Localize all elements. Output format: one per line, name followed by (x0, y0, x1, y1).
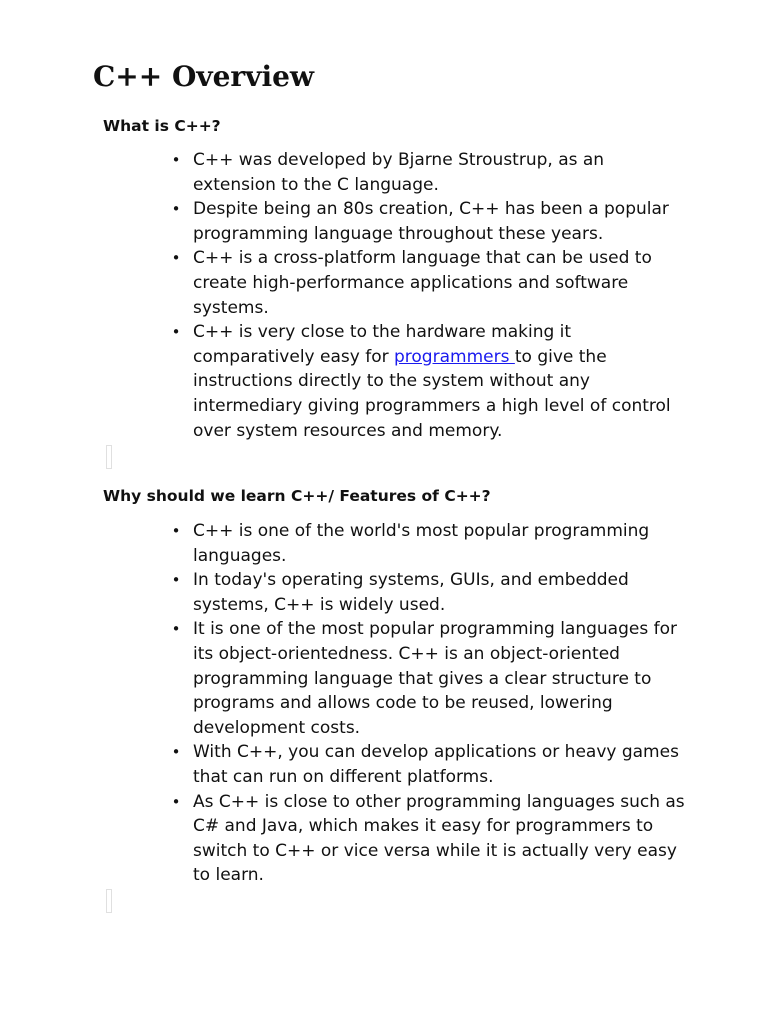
bullet-icon: • (171, 522, 181, 540)
bullet-icon: • (171, 249, 181, 268)
list-item (170, 519, 686, 568)
list-item-text-after-link: to give the instructions directly to the system without any intermediary giving programmers a high level of control over system resources and memory. (193, 346, 671, 441)
bullet-icon: • (171, 151, 181, 169)
programmers-link[interactable]: programmers (394, 346, 515, 367)
bullet-icon: • (171, 792, 181, 811)
list-item-text: C++ is one of the world's most popular programming languages. (193, 521, 650, 566)
list-item-text: C++ was developed by Bjarne Stroustrup, as an extension to the C language. (193, 150, 605, 195)
list-item-text: Despite being an 80s creation, C++ has been a popular programming language throughout these years. (193, 199, 669, 244)
list-item (170, 617, 686, 740)
list-item (170, 568, 686, 617)
empty-paragraph-marker (106, 445, 112, 469)
page-title: C++ Overview (93, 60, 315, 93)
list-item-text: It is one of the most popular programming languages for its object-orientedness. C++ is an object-oriented programming language that gives a clear structure to programs and allows code to be reused, lowering development costs. (193, 619, 677, 738)
bullet-icon: • (171, 571, 181, 590)
section-heading-why-learn-cpp: Why should we learn C++/ Features of C++? (103, 487, 491, 505)
list-item (170, 740, 686, 789)
list-item-text: In today's operating systems, GUIs, and embedded systems, C++ is widely used. (193, 570, 629, 615)
bullet-icon: • (171, 200, 181, 219)
section-heading-what-is-cpp: What is C++? (103, 117, 221, 135)
bullet-icon: • (171, 323, 181, 342)
list-item (170, 790, 686, 888)
list-item-text: As C++ is close to other programming languages such as C# and Java, which makes it easy for programmers to switch to C++ or vice versa while it is actually very easy to learn. (193, 791, 685, 886)
list-item (170, 320, 686, 443)
bullet-icon: • (171, 620, 181, 639)
list-item (170, 148, 686, 197)
list-item (170, 197, 686, 246)
empty-paragraph-marker (106, 889, 112, 913)
list-item-text: C++ is a cross-platform language that can be used to create high-performance applications and software systems. (193, 248, 652, 318)
bullet-icon: • (171, 743, 181, 762)
list-item-text: With C++, you can develop applications or heavy games that can run on different platforms. (193, 742, 679, 787)
list-item (170, 246, 686, 320)
bullet-list-what-is-cpp (170, 148, 686, 443)
list-item-text-before-link: C++ is very close to the hardware making it comparatively easy for (193, 322, 572, 367)
bullet-list-why-learn-cpp (170, 519, 686, 888)
